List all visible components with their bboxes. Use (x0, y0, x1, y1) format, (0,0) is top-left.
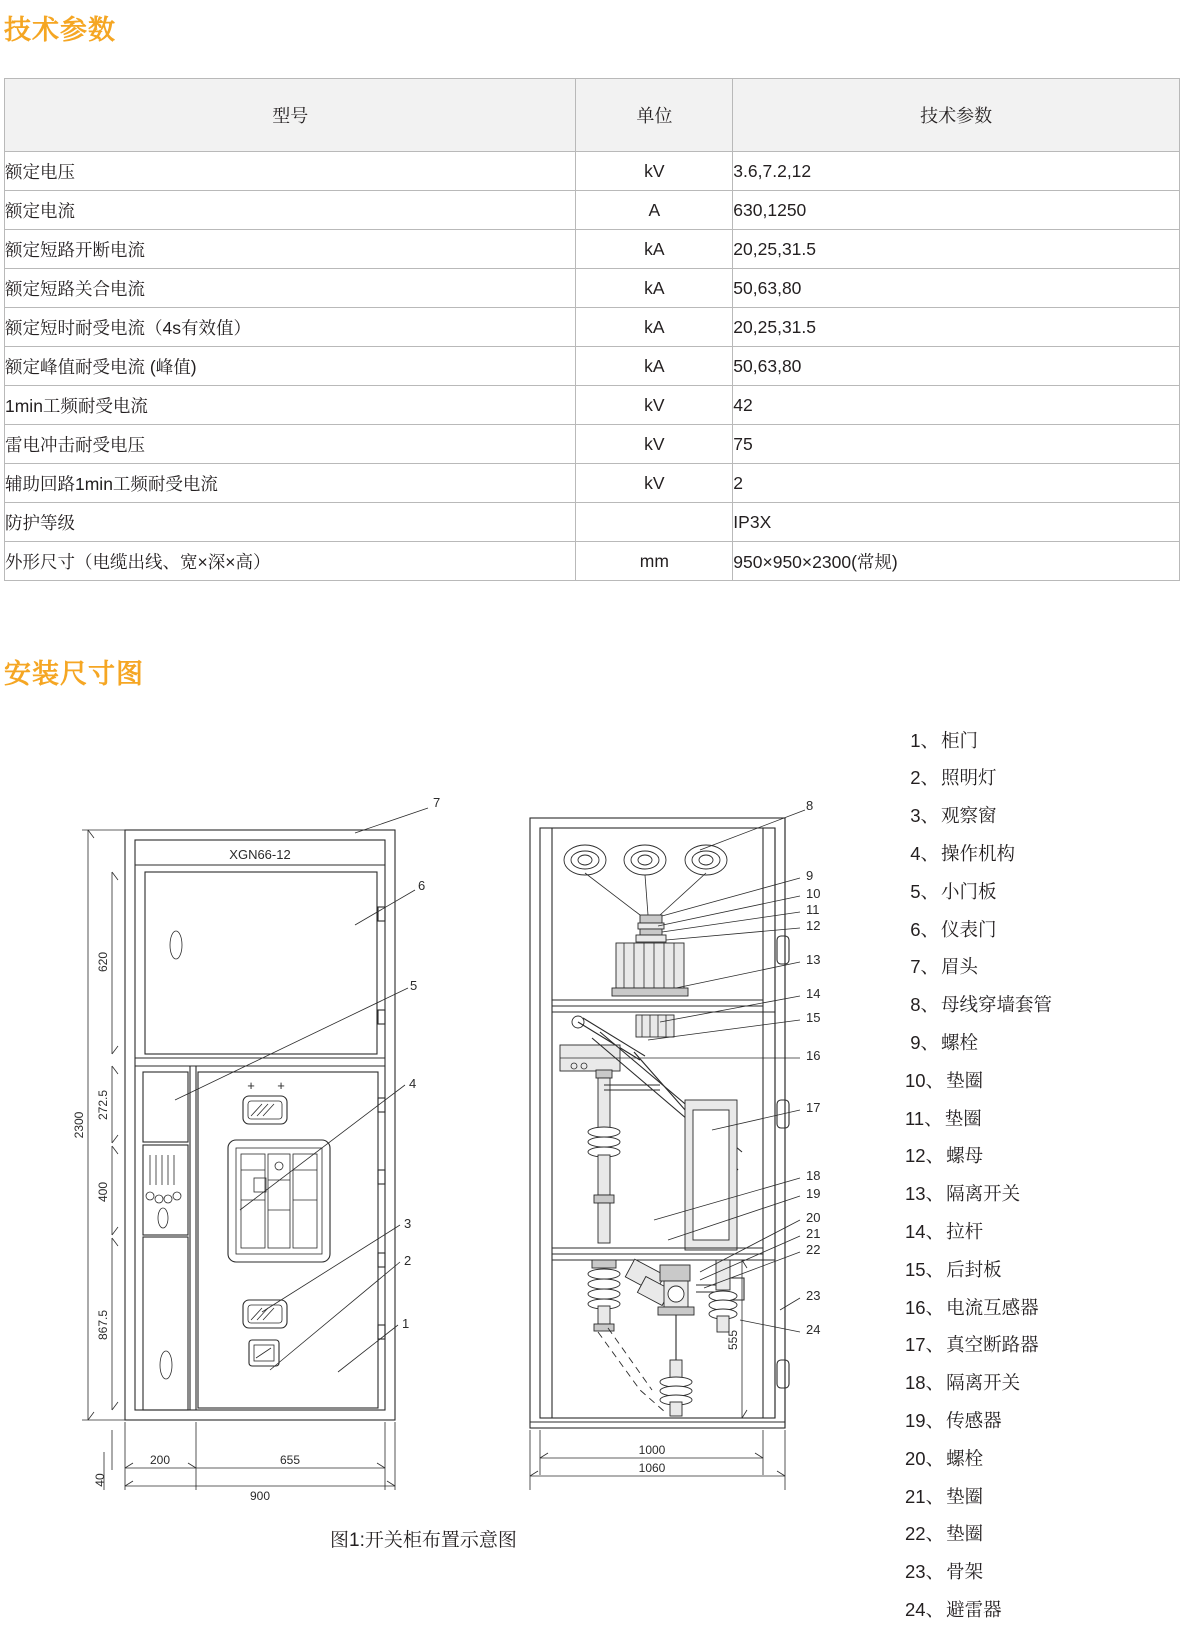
header-value: 技术参数 (733, 79, 1180, 152)
legend-item (905, 1440, 1195, 1478)
legend-number: 20、 (905, 1447, 945, 1469)
table-row (5, 425, 1180, 464)
table-row (5, 542, 1180, 581)
legend-number: 11、 (905, 1107, 943, 1129)
legend-label: 仪表门 (941, 918, 997, 940)
legend-item (905, 1402, 1195, 1440)
cell-value: 42 (733, 386, 1180, 425)
table-row (5, 464, 1180, 503)
cell-unit: mm (576, 542, 733, 581)
legend-number: 9、 (910, 1032, 939, 1054)
callout-19: 19 (806, 1186, 821, 1201)
cell-model: 额定短路开断电流 (5, 230, 576, 269)
legend-number: 3、 (910, 805, 939, 827)
callout-11: 11 (806, 902, 820, 917)
callout-6: 6 (418, 878, 426, 893)
legend-number: 8、 (910, 994, 939, 1016)
cell-value: 3.6,7.2,12 (733, 152, 1180, 191)
callout-18: 18 (806, 1168, 821, 1183)
header-model: 型号 (5, 79, 576, 152)
legend-number: 10、 (905, 1069, 945, 1091)
legend-item (905, 835, 1195, 873)
cell-value: 630,1250 (733, 191, 1180, 230)
callout-23: 23 (806, 1288, 821, 1303)
cell-model: 防护等级 (5, 503, 576, 542)
svg-text:+: + (277, 1078, 285, 1093)
legend-item (905, 1024, 1195, 1062)
cell-unit: A (576, 191, 733, 230)
callout-8: 8 (806, 798, 814, 813)
legend-label: 垫圈 (944, 1107, 982, 1129)
legend-label: 母线穿墙套管 (941, 994, 1053, 1016)
cabinet-drawing (0, 700, 900, 1600)
cell-model: 1min工频耐受电流 (5, 386, 576, 425)
cell-unit: kV (576, 386, 733, 425)
legend-label: 照明灯 (941, 767, 997, 789)
table-row (5, 230, 1180, 269)
legend-item (905, 1062, 1195, 1100)
table-row (5, 308, 1180, 347)
dim-1060: 1060 (638, 1461, 666, 1475)
callout-10: 10 (806, 886, 821, 901)
callout-7: 7 (433, 795, 441, 810)
cell-value: 75 (733, 425, 1180, 464)
legend-label: 柜门 (941, 729, 979, 751)
callout-5: 5 (410, 978, 418, 993)
legend-number: 18、 (905, 1372, 945, 1394)
legend-number: 12、 (905, 1145, 945, 1167)
dim-40: 40 (93, 1473, 107, 1487)
callout-16: 16 (806, 1048, 821, 1063)
table-row (5, 191, 1180, 230)
dim-1000: 1000 (638, 1443, 666, 1457)
legend-label: 垫圈 (946, 1485, 984, 1507)
legend-label: 螺母 (946, 1145, 984, 1167)
legend-item (905, 987, 1195, 1025)
cell-unit: kV (576, 425, 733, 464)
legend-number: 15、 (905, 1258, 945, 1280)
callout-17: 17 (806, 1100, 821, 1115)
cell-value: 50,63,80 (733, 347, 1180, 386)
legend-label: 拉杆 (946, 1221, 984, 1242)
table-row (5, 386, 1180, 425)
dim-2300: 2300 (72, 1111, 86, 1139)
cell-model: 额定短路关合电流 (5, 269, 576, 308)
legend-item (905, 760, 1195, 798)
table-row (5, 152, 1180, 191)
legend-number: 5、 (910, 880, 939, 902)
legend-item (905, 1289, 1195, 1327)
legend-label: 眉头 (941, 956, 979, 978)
legend-label: 观察窗 (941, 805, 997, 827)
cell-unit: kA (576, 269, 733, 308)
cell-model: 额定短时耐受电流（4s有效值） (5, 308, 576, 347)
legend-number: 19、 (905, 1409, 945, 1431)
legend-number: 22、 (905, 1523, 945, 1545)
cell-value: 20,25,31.5 (733, 230, 1180, 269)
legend-label: 隔离开关 (946, 1183, 1021, 1205)
cell-model: 辅助回路1min工频耐受电流 (5, 464, 576, 503)
legend-number: 4、 (910, 843, 939, 865)
legend-label: 避雷器 (946, 1598, 1002, 1620)
figure-caption: 图1:开关柜布置示意图 (330, 1530, 517, 1551)
legend-number: 1、 (910, 729, 939, 751)
legend-item (905, 1516, 1195, 1554)
callout-4: 4 (409, 1076, 417, 1091)
dim-200: 200 (149, 1453, 171, 1467)
legend-item (905, 1327, 1195, 1365)
callout-9: 9 (806, 868, 814, 883)
callout-12: 12 (806, 918, 821, 933)
legend-number: 13、 (905, 1183, 945, 1205)
cell-model: 雷电冲击耐受电压 (5, 425, 576, 464)
cell-value: 20,25,31.5 (733, 308, 1180, 347)
legend-label: 隔离开关 (946, 1372, 1021, 1394)
legend-number: 6、 (910, 918, 939, 940)
cell-value: 50,63,80 (733, 269, 1180, 308)
cell-model: 外形尺寸（电缆出线、宽×深×高） (5, 542, 576, 581)
callout-22: 22 (806, 1242, 821, 1257)
legend-label: 操作机构 (941, 843, 1016, 865)
legend-item (905, 949, 1195, 987)
cell-value: IP3X (733, 503, 1180, 542)
front-elevation-view (72, 795, 440, 1503)
tech-params-title: 技术参数 (4, 15, 116, 45)
legend-item (905, 1591, 1195, 1629)
dim-620: 620 (96, 951, 110, 973)
cell-unit: kA (576, 347, 733, 386)
legend-number: 24、 (905, 1598, 945, 1620)
legend-label: 小门板 (941, 880, 997, 902)
legend-item (905, 873, 1195, 911)
cell-model: 额定峰值耐受电流 (峰值) (5, 347, 576, 386)
legend-number: 17、 (905, 1334, 945, 1356)
cell-model: 额定电压 (5, 152, 576, 191)
table-row (5, 269, 1180, 308)
dim-400: 400 (96, 1181, 110, 1203)
callout-13: 13 (806, 952, 821, 967)
legend-item (905, 1176, 1195, 1214)
callout-14: 14 (806, 986, 821, 1001)
install-dims-title: 安装尺寸图 (4, 659, 144, 689)
legend-label: 骨架 (946, 1561, 984, 1583)
dim-555: 555 (726, 1329, 740, 1351)
dim-2725: 272.5 (96, 1089, 110, 1121)
section-view (530, 798, 820, 1490)
legend-item (905, 1478, 1195, 1516)
callout-2: 2 (404, 1253, 412, 1268)
legend-number: 14、 (905, 1221, 945, 1242)
legend-list (905, 722, 1195, 1629)
model-label: XGN66-12 (229, 847, 291, 862)
legend-number: 7、 (910, 956, 939, 978)
dim-900: 900 (249, 1489, 271, 1503)
dim-655: 655 (279, 1453, 301, 1467)
legend-number: 2、 (910, 767, 939, 789)
table-row (5, 503, 1180, 542)
legend-label: 电流互感器 (946, 1296, 1039, 1318)
legend-label: 螺栓 (946, 1447, 984, 1469)
cell-unit: kA (576, 230, 733, 269)
legend-label: 后封板 (946, 1258, 1002, 1280)
cell-unit: kV (576, 152, 733, 191)
table-header-row (5, 79, 1180, 152)
legend-item (905, 1213, 1195, 1251)
legend-item (905, 798, 1195, 836)
callout-15: 15 (806, 1010, 821, 1025)
header-unit: 单位 (576, 79, 733, 152)
legend-item (905, 1251, 1195, 1289)
cell-unit: kV (576, 464, 733, 503)
legend-label: 垫圈 (946, 1523, 984, 1545)
legend-item (905, 1100, 1195, 1138)
callout-21: 21 (806, 1226, 821, 1241)
legend-item (905, 1138, 1195, 1176)
cell-unit: kA (576, 308, 733, 347)
legend-label: 真空断路器 (946, 1334, 1039, 1356)
svg-text:+: + (247, 1078, 255, 1093)
legend-number: 21、 (905, 1485, 945, 1507)
table-row (5, 347, 1180, 386)
cell-unit (576, 503, 733, 542)
cell-model: 额定电流 (5, 191, 576, 230)
cell-value: 2 (733, 464, 1180, 503)
callout-20: 20 (806, 1210, 821, 1225)
legend-item (905, 1365, 1195, 1403)
legend-number: 23、 (905, 1561, 945, 1583)
legend-item (905, 722, 1195, 760)
tech-params-table (4, 78, 1180, 581)
callout-24: 24 (806, 1322, 821, 1337)
legend-number: 16、 (905, 1296, 945, 1318)
dim-8675: 867.5 (96, 1309, 110, 1341)
callout-1: 1 (402, 1316, 410, 1331)
callout-3: 3 (404, 1216, 412, 1231)
legend-label: 螺栓 (941, 1032, 979, 1054)
legend-item (905, 1554, 1195, 1592)
legend-label: 传感器 (946, 1409, 1002, 1431)
legend-item (905, 911, 1195, 949)
cell-value: 950×950×2300(常规) (733, 542, 1180, 581)
legend-label: 垫圈 (946, 1069, 984, 1091)
